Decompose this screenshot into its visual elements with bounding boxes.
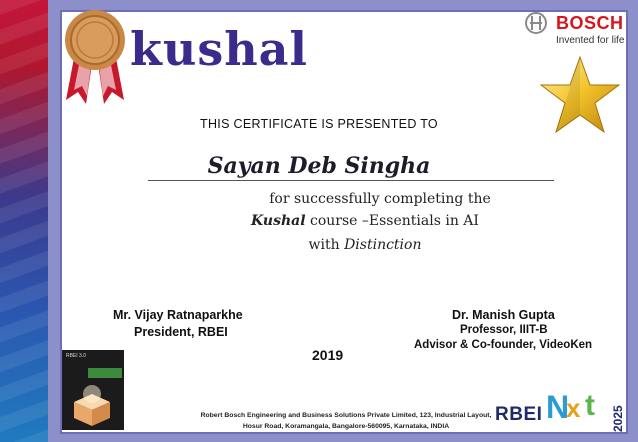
left-signatory-name: Mr. Vijay Ratnaparkhe bbox=[113, 308, 243, 322]
course-rest: course –Essentials in AI bbox=[305, 213, 479, 229]
recipient-name: Sayan Deb Singha bbox=[207, 153, 431, 179]
grade-prefix: with bbox=[308, 237, 345, 253]
footer-address-line-2: Hosur Road, Koramangala, Bangalore-560095, Karnataka, INDIA bbox=[242, 423, 450, 430]
footer-address-line-1: Robert Bosch Engineering and Business Solutions Private Limited, 123, Industrial Layout, bbox=[200, 412, 492, 419]
event-logo-year: 2025 bbox=[611, 405, 625, 432]
course-line bbox=[0, 213, 638, 229]
presented-line: THIS CERTIFICATE IS PRESENTED TO bbox=[200, 117, 438, 131]
certificate-year: 2019 bbox=[312, 347, 344, 363]
kushal-logo: kushal bbox=[130, 22, 308, 76]
completion-line: for successfully completing the bbox=[269, 191, 491, 207]
sponsor-tagline: Invented for life bbox=[556, 35, 625, 46]
right-signatory-title: Professor, IIIT-B bbox=[460, 324, 548, 336]
name-underline bbox=[148, 180, 554, 181]
event-logo-t: t bbox=[585, 389, 595, 422]
grade-value: Distinction bbox=[344, 237, 422, 253]
course-name: Kushal bbox=[251, 213, 306, 229]
right-signatory-title-2: Advisor & Co-founder, VideoKen bbox=[414, 339, 593, 351]
medal-ribbon-icon bbox=[60, 8, 130, 104]
grade-line bbox=[0, 237, 638, 253]
event-logo-x: x bbox=[566, 393, 581, 423]
sponsor-name: BOSCH bbox=[556, 13, 624, 33]
event-logo-prefix: RBEI bbox=[495, 404, 543, 425]
book-title: RBEI 3.0 bbox=[66, 353, 87, 359]
right-signatory-name: Dr. Manish Gupta bbox=[452, 308, 555, 322]
left-signatory-title: President, RBEI bbox=[134, 325, 228, 339]
event-logo-n: N bbox=[546, 389, 570, 425]
